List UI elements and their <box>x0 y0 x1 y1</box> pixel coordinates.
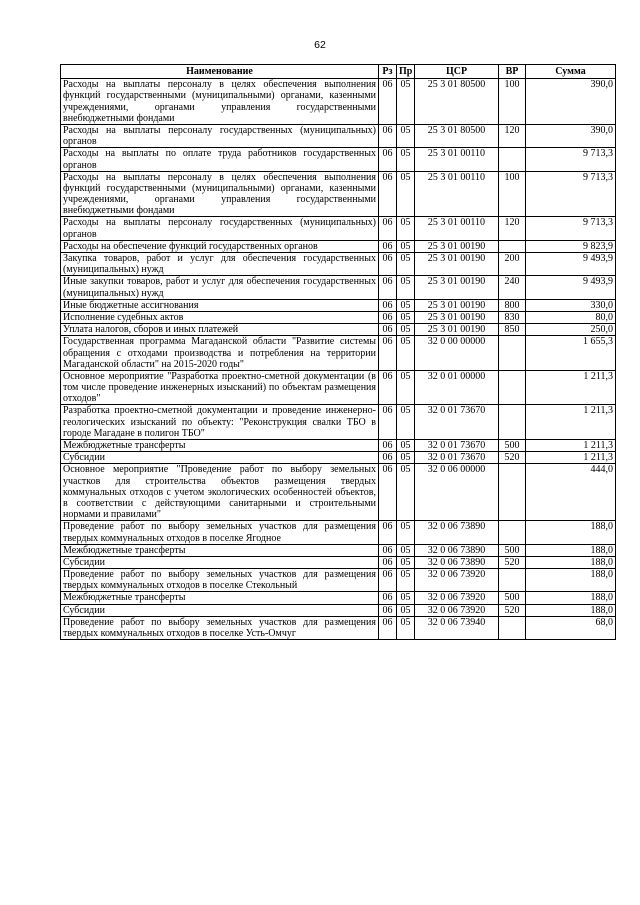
cell-rz: 06 <box>379 592 397 604</box>
table-row <box>61 521 616 544</box>
cell-name: Субсидии <box>61 452 379 464</box>
cell-csr: 32 0 06 00000 <box>415 464 499 521</box>
header-name: Наименование <box>61 65 379 79</box>
cell-csr: 25 3 01 00190 <box>415 311 499 323</box>
cell-csr: 25 3 01 80500 <box>415 124 499 147</box>
cell-vr: 100 <box>499 79 526 125</box>
cell-sum: 9 713,3 <box>526 171 616 217</box>
cell-rz: 06 <box>379 324 397 336</box>
cell-vr <box>499 464 526 521</box>
cell-pr: 05 <box>397 405 415 440</box>
cell-sum: 1 211,3 <box>526 452 616 464</box>
table-body <box>61 79 616 640</box>
cell-pr: 05 <box>397 452 415 464</box>
cell-pr: 05 <box>397 311 415 323</box>
cell-vr: 500 <box>499 592 526 604</box>
cell-csr: 32 0 06 73920 <box>415 592 499 604</box>
cell-vr <box>499 616 526 639</box>
cell-pr: 05 <box>397 253 415 276</box>
cell-name: Межбюджетные трансферты <box>61 592 379 604</box>
header-pr: Пр <box>397 65 415 79</box>
cell-rz: 06 <box>379 370 397 405</box>
cell-pr: 05 <box>397 544 415 556</box>
table-row <box>61 276 616 299</box>
cell-csr: 32 0 00 00000 <box>415 336 499 371</box>
cell-sum: 9 493,9 <box>526 276 616 299</box>
cell-name: Основное мероприятие "Проведение работ по выбору земельных участков для строительства объектов размещения твердых коммунальных отходов с учетом экологических особенностей объектов, в соответствии с действующими санитарными и строительными нормами и правилами" <box>61 464 379 521</box>
cell-vr: 830 <box>499 311 526 323</box>
cell-vr <box>499 405 526 440</box>
cell-name: Расходы на выплаты персоналу государственных (муниципальных) органов <box>61 217 379 240</box>
cell-csr: 25 3 01 00110 <box>415 217 499 240</box>
page-number: 62 <box>314 39 326 51</box>
cell-rz: 06 <box>379 124 397 147</box>
table-row <box>61 299 616 311</box>
table-row <box>61 171 616 217</box>
cell-sum: 188,0 <box>526 569 616 592</box>
cell-csr: 32 0 06 73890 <box>415 521 499 544</box>
table-row <box>61 311 616 323</box>
cell-name: Расходы на выплаты персоналу в целях обеспечения выполнения функций государственными (муниципальными) органами, казенными учреждениями, органами управления государственными внебюджетными фондами <box>61 79 379 125</box>
cell-pr: 05 <box>397 124 415 147</box>
cell-rz: 06 <box>379 464 397 521</box>
header-sum: Сумма <box>526 65 616 79</box>
cell-vr: 850 <box>499 324 526 336</box>
table-row <box>61 592 616 604</box>
cell-csr: 25 3 01 00110 <box>415 148 499 171</box>
cell-vr: 500 <box>499 544 526 556</box>
cell-csr: 32 0 06 73890 <box>415 544 499 556</box>
cell-name: Разработка проектно-сметной документации и проведение инженерно-геологических изысканий по объекту: "Реконструкция свалки ТБО в городе Магадане в полигон ТБО" <box>61 405 379 440</box>
cell-name: Проведение работ по выбору земельных участков для размещения твердых коммунальных отходов в поселке Ягодное <box>61 521 379 544</box>
cell-pr: 05 <box>397 171 415 217</box>
cell-vr: 500 <box>499 440 526 452</box>
table-row <box>61 452 616 464</box>
cell-rz: 06 <box>379 276 397 299</box>
cell-vr: 800 <box>499 299 526 311</box>
cell-pr: 05 <box>397 324 415 336</box>
cell-csr: 32 0 06 73920 <box>415 569 499 592</box>
cell-name: Расходы на обеспечение функций государственных органов <box>61 240 379 252</box>
cell-vr <box>499 569 526 592</box>
cell-rz: 06 <box>379 336 397 371</box>
cell-pr: 05 <box>397 336 415 371</box>
cell-csr: 25 3 01 00190 <box>415 240 499 252</box>
cell-vr: 100 <box>499 171 526 217</box>
header-rz: Рз <box>379 65 397 79</box>
cell-pr: 05 <box>397 299 415 311</box>
cell-sum: 390,0 <box>526 124 616 147</box>
cell-rz: 06 <box>379 604 397 616</box>
table-row <box>61 464 616 521</box>
table-header-row <box>61 65 616 79</box>
cell-rz: 06 <box>379 240 397 252</box>
cell-name: Проведение работ по выбору земельных участков для размещения твердых коммунальных отходов в поселке Стекольный <box>61 569 379 592</box>
cell-pr: 05 <box>397 370 415 405</box>
table-row <box>61 604 616 616</box>
cell-sum: 444,0 <box>526 464 616 521</box>
cell-name: Расходы на выплаты персоналу в целях обеспечения выполнения функций государственными (муниципальными) органами, казенными учреждениями, органами управления государственными внебюджетными фондами <box>61 171 379 217</box>
cell-sum: 68,0 <box>526 616 616 639</box>
header-csr: ЦСР <box>415 65 499 79</box>
table-row <box>61 324 616 336</box>
table-row <box>61 253 616 276</box>
cell-rz: 06 <box>379 569 397 592</box>
cell-rz: 06 <box>379 440 397 452</box>
cell-pr: 05 <box>397 148 415 171</box>
cell-sum: 188,0 <box>526 556 616 568</box>
table-row <box>61 569 616 592</box>
cell-csr: 25 3 01 00190 <box>415 253 499 276</box>
cell-csr: 25 3 01 80500 <box>415 79 499 125</box>
cell-name: Закупка товаров, работ и услуг для обеспечения государственных (муниципальных) нужд <box>61 253 379 276</box>
table-row <box>61 370 616 405</box>
cell-sum: 80,0 <box>526 311 616 323</box>
cell-sum: 188,0 <box>526 544 616 556</box>
cell-name: Межбюджетные трансферты <box>61 440 379 452</box>
cell-sum: 1 211,3 <box>526 440 616 452</box>
cell-rz: 06 <box>379 556 397 568</box>
cell-vr <box>499 521 526 544</box>
cell-sum: 390,0 <box>526 79 616 125</box>
cell-name: Исполнение судебных актов <box>61 311 379 323</box>
cell-sum: 188,0 <box>526 604 616 616</box>
cell-vr <box>499 336 526 371</box>
table-row <box>61 148 616 171</box>
table-row <box>61 544 616 556</box>
cell-sum: 9 713,3 <box>526 217 616 240</box>
cell-rz: 06 <box>379 311 397 323</box>
cell-csr: 25 3 01 00190 <box>415 276 499 299</box>
cell-rz: 06 <box>379 405 397 440</box>
cell-sum: 9 493,9 <box>526 253 616 276</box>
cell-sum: 188,0 <box>526 521 616 544</box>
cell-pr: 05 <box>397 440 415 452</box>
cell-vr <box>499 240 526 252</box>
table-row <box>61 79 616 125</box>
cell-sum: 9 823,9 <box>526 240 616 252</box>
cell-rz: 06 <box>379 616 397 639</box>
cell-name: Проведение работ по выбору земельных участков для размещения твердых коммунальных отходов в поселке Усть-Омчуг <box>61 616 379 639</box>
cell-pr: 05 <box>397 592 415 604</box>
cell-pr: 05 <box>397 217 415 240</box>
table-row <box>61 336 616 371</box>
cell-csr: 25 3 01 00110 <box>415 171 499 217</box>
cell-name: Иные бюджетные ассигнования <box>61 299 379 311</box>
cell-sum: 9 713,3 <box>526 148 616 171</box>
table-row <box>61 440 616 452</box>
header-vr: ВР <box>499 65 526 79</box>
cell-name: Расходы на выплаты по оплате труда работников государственных органов <box>61 148 379 171</box>
cell-name: Субсидии <box>61 556 379 568</box>
cell-pr: 05 <box>397 464 415 521</box>
cell-csr: 32 0 01 73670 <box>415 440 499 452</box>
cell-csr: 25 3 01 00190 <box>415 324 499 336</box>
cell-sum: 188,0 <box>526 592 616 604</box>
cell-vr: 200 <box>499 253 526 276</box>
cell-rz: 06 <box>379 253 397 276</box>
cell-rz: 06 <box>379 544 397 556</box>
cell-csr: 32 0 06 73920 <box>415 604 499 616</box>
cell-pr: 05 <box>397 616 415 639</box>
cell-rz: 06 <box>379 521 397 544</box>
cell-name: Межбюджетные трансферты <box>61 544 379 556</box>
cell-pr: 05 <box>397 521 415 544</box>
budget-table <box>60 64 616 640</box>
cell-rz: 06 <box>379 217 397 240</box>
cell-pr: 05 <box>397 79 415 125</box>
cell-vr: 120 <box>499 124 526 147</box>
cell-name: Уплата налогов, сборов и иных платежей <box>61 324 379 336</box>
cell-rz: 06 <box>379 299 397 311</box>
cell-vr: 520 <box>499 452 526 464</box>
cell-rz: 06 <box>379 171 397 217</box>
cell-pr: 05 <box>397 569 415 592</box>
cell-rz: 06 <box>379 452 397 464</box>
cell-vr: 520 <box>499 556 526 568</box>
table-row <box>61 240 616 252</box>
cell-sum: 330,0 <box>526 299 616 311</box>
table-row <box>61 405 616 440</box>
cell-csr: 32 0 01 73670 <box>415 405 499 440</box>
cell-rz: 06 <box>379 79 397 125</box>
cell-name: Иные закупки товаров, работ и услуг для обеспечения государственных (муниципальных) нужд <box>61 276 379 299</box>
cell-vr: 520 <box>499 604 526 616</box>
cell-csr: 32 0 06 73940 <box>415 616 499 639</box>
cell-pr: 05 <box>397 276 415 299</box>
table-row <box>61 616 616 639</box>
cell-pr: 05 <box>397 604 415 616</box>
cell-name: Основное мероприятие "Разработка проектно-сметной документации (в том числе проведение инженерных изысканий) по объектам размещения отходов" <box>61 370 379 405</box>
cell-pr: 05 <box>397 240 415 252</box>
cell-vr: 120 <box>499 217 526 240</box>
cell-vr <box>499 370 526 405</box>
table-row <box>61 124 616 147</box>
cell-csr: 32 0 01 00000 <box>415 370 499 405</box>
cell-pr: 05 <box>397 556 415 568</box>
cell-name: Расходы на выплаты персоналу государственных (муниципальных) органов <box>61 124 379 147</box>
table-row <box>61 217 616 240</box>
cell-name: Субсидии <box>61 604 379 616</box>
cell-rz: 06 <box>379 148 397 171</box>
table-row <box>61 556 616 568</box>
cell-name: Государственная программа Магаданской области "Развитие системы обращения с отходами производства и потребления на территории Магаданской области" на 2015-2020 годы" <box>61 336 379 371</box>
cell-sum: 1 655,3 <box>526 336 616 371</box>
cell-csr: 32 0 06 73890 <box>415 556 499 568</box>
cell-vr: 240 <box>499 276 526 299</box>
cell-sum: 1 211,3 <box>526 405 616 440</box>
cell-csr: 32 0 01 73670 <box>415 452 499 464</box>
cell-csr: 25 3 01 00190 <box>415 299 499 311</box>
cell-sum: 250,0 <box>526 324 616 336</box>
cell-sum: 1 211,3 <box>526 370 616 405</box>
cell-vr <box>499 148 526 171</box>
